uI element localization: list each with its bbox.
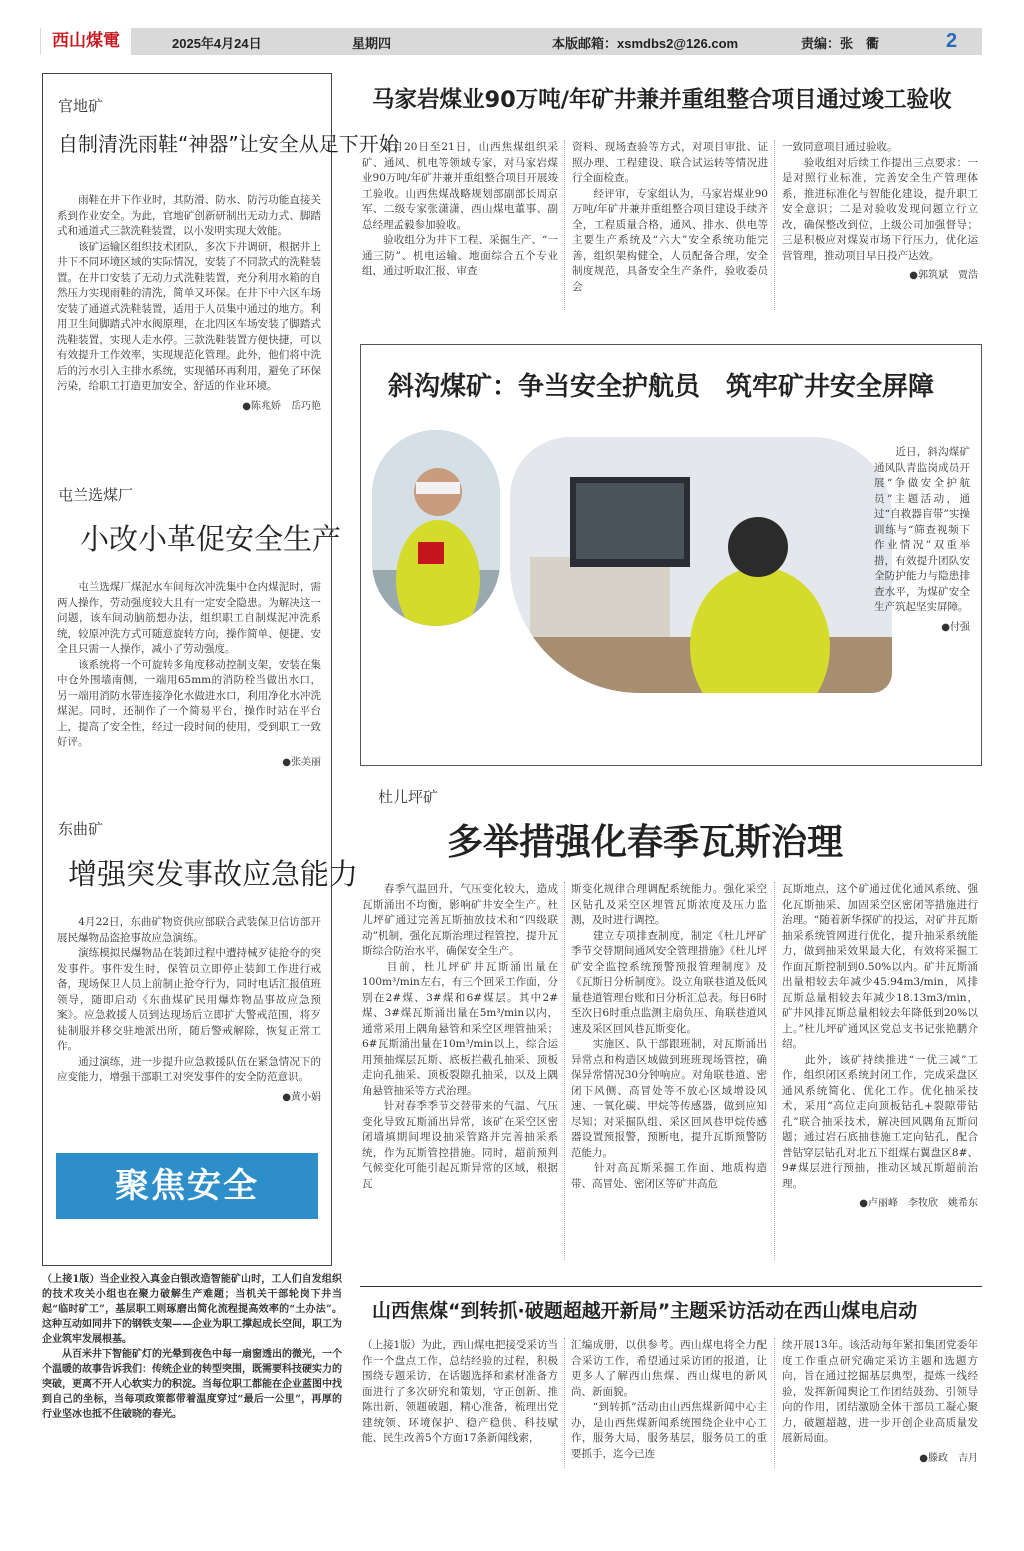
page-number: 2 xyxy=(946,30,958,52)
photo-illustration xyxy=(510,437,892,693)
article-body xyxy=(57,580,321,768)
photo-illustration xyxy=(372,430,500,626)
paragraph: 4月22日，东曲矿物资供应部联合武装保卫信访部开展民爆物品盗抢事故应急演练。 xyxy=(57,916,321,944)
byline: ●卢丽峰 李牧欣 姚希东 xyxy=(859,1198,978,1209)
column-divider xyxy=(564,882,565,1260)
article-column xyxy=(571,1338,767,1462)
headline-xiegou: 斜沟煤矿：争当安全护航员 筑牢矿井安全屏障 xyxy=(388,372,935,402)
issue-weekday: 星期四 xyxy=(352,36,392,51)
paragraph: 春季气温回升，气压变化较大，造成瓦斯涌出不均衡，影响矿井安全生产。杜儿坪矿通过完善瓦斯抽放技术和“四级联动”机制，强化瓦斯治理过程管控，提升瓦斯综合防治水平，确保安全生产。 目前，杜儿坪矿井瓦斯涌出量在100m³/min左右，有三个回采工作面，分别在2#煤、3#煤和6#煤层。其中2#煤、3#煤瓦斯涌出量在5m³/min以内，通常采用上隅角悬管和采空区埋管抽采；6#瓦斯涌出量在10m³/min以上，综合运用预抽煤层瓦斯、底板拦截孔抽采、顶板走向孔抽采、顶板裂隙孔抽采，以及上隅角悬管抽采等方式治理。 针对春季季节交替带来的气温、气压变化导致瓦斯涌出异常，该矿在采空区密闭墙填期间埋设抽采管路并完善抽采系统，作为瓦斯管控措施。同时，超前预判气候变化可能引起瓦斯异常的区域，根据瓦 xyxy=(362,883,558,1190)
paragraph: 该系统将一个可旋转多角度移动控制支架，安装在集中仓外围墙南侧，一端用65mm的消防栓当做出水口，另一端用消防水带连接净化水做进水口，利用净化水冲洗煤泥。同时，还制作了一个简易平台，操作时站在平台上，提高了安全性，经过一段时间的使用，受到职工一致好评。 xyxy=(57,658,321,748)
paragraph: 该矿运输区组织技术团队，多次下井调研，根据井上井下不同环境区域的实际情况，安装了不同款式的洗鞋装置。在井口安装了无动力式洗鞋装置，充分利用水箱的自然压力实现雨鞋的清洗，简单又环保。在井下中六区车场安装了通道式洗鞋装置，适用于人员集中通过的地方。利用卫生间脚踏式冲水阀原理，在北四区车场安装了脚踏式洗鞋装置，实现人走水停。三款洗鞋装置方便快捷，可以有效提升工作效率，实现规范化管理。此外，他们将中洗后的污水引入主排水系统，实现循环再利用，避免了环保污染，给职工打造更加安全、舒适的作业环境。 xyxy=(57,240,321,392)
article-column xyxy=(362,882,558,1192)
column-divider xyxy=(774,1338,775,1468)
paragraph: 演练模拟民爆物品在装卸过程中遭持械歹徒抢夺的突发事件。事件发生时，保管员立即停止装卸工作进行戒备，现场保卫人员上前制止抢夺行为，同时电话汇报值班领导，随即启动《东曲煤矿民用爆炸物品事故应急预案》。应急救援人员到达现场后立即扩大警戒范围，将歹徒制服并移交驻地派出所，随后警戒解除，恢复正常工作。 xyxy=(57,947,321,1052)
mine-name: 杜儿坪矿 xyxy=(378,788,439,806)
article-column xyxy=(782,140,978,281)
section-rule xyxy=(360,1286,982,1287)
column-divider xyxy=(564,1338,565,1468)
photo-worker-blindfolded xyxy=(372,430,500,626)
column-divider xyxy=(774,140,775,310)
article-title: 增强突发事故应急能力 xyxy=(68,857,359,891)
article-title: 自制清洗雨鞋“神器”让安全从足下开始 xyxy=(58,132,399,156)
paragraph: 屯兰选煤厂煤泥水车间每次冲洗集中仓内煤泥时，需两人操作，劳动强度较大且有一定安全隐患。为解决这一问题，该车间动脑筋想办法，组织职工自制煤泥冲洗系统，较原冲洗方式可随意旋转方向，操作简单、便捷、安全且只需一人操作，减小了劳动强度。 xyxy=(57,581,321,655)
mine-name: 东曲矿 xyxy=(58,820,104,838)
paragraph: 4月20日至21日，山西焦煤组织采矿、通风、机电等领域专家，对马家岩煤业90万吨/年矿井兼并重组整合项目开展竣工验收。山西焦煤战略规划部副部长周京军、二级专家张潇潇，西山煤电董事、副总经理孟毅参加验收。 验收组分为井下工程、采掘生产、“一通三防”、机电运输、地面综合五个专业组，通过听取汇报、审查 xyxy=(362,141,558,277)
byline: ●付强 xyxy=(941,621,970,633)
paragraph: （上接1版）为此，西山煤电把接受采访当作一个盘点工作，总结经验的过程，积极围绕专题采访，在话题选择和素材准备方面进行了多次研究和策划，守正创新、推陈出新，领题破题，精心准备，梳理出党建统领、环境保护、稳产稳供、科技赋能、民生改善5个方面17条新闻线索， xyxy=(362,1339,558,1444)
headline-interview-launch: 山西焦煤“到转抓·破题超越开新局”主题采访活动在西山煤电启动 xyxy=(372,1300,918,1322)
paragraph: 一致同意项目通过验收。 验收组对后续工作提出三点要求：一是对照行业标准，完善安全生产管理体系，推进标准化与智能化建设，提升职工安全意识；二是对验收发现问题立行立改，确保整改到位，上级公司加强督导；三是积极应对煤炭市场下行压力，优化运营管理，推动项目早日投产达效。 xyxy=(782,141,978,262)
mine-name: 官地矿 xyxy=(58,97,104,115)
article-column xyxy=(362,140,558,280)
article-column xyxy=(572,140,768,295)
newspaper-logo: 西山煤電 xyxy=(41,28,131,55)
paragraph: 近日，斜沟煤矿通风队青监岗成员开展“争做安全护航员”主题活动，通过“自救器盲带”实操训练与“筛查视频下作业情况”双重举措，有效提升团队安全防护能力与隐患排查水平，为煤矿安全生产筑起坚实屏障。 xyxy=(874,446,970,613)
article-body xyxy=(874,445,970,633)
paragraph: 斯变化规律合理调配系统能力。强化采空区钻孔及采空区埋管瓦斯浓度及压力监测，及时进行调控。 建立专项排查制度，制定《杜儿坪矿季节交替期间通风安全管理措施》《杜儿坪矿安全监控系统预警预报管理制度》及《瓦斯日分析制度》。设立角联巷道及低风量巷道管理台账和日分析汇总表。每日6时至次日6时重点监测主扇负压、角联巷道风速及采区回风巷瓦斯变化。 实施区、队干部跟班制，对瓦斯涌出异常点和构造区域做到班班现场管控，确保异常情况30分钟响应。对角联巷道、密闭下风侧、高冒处等不放心区域增设风速、一氧化碳、甲烷等传感器，做到应知尽知；对采掘队组、采区回风巷甲烷传感器设置预报警，预断电，提升瓦斯预警防范能力。 针对高瓦斯采掘工作面、地质构造带、高冒处、密闭区等矿井高危 xyxy=(571,883,767,1190)
paragraph: 续开展13年。该活动每年紧扣集团党委年度工作重点研究确定采访主题和选题方向，旨在通过挖掘基层典型，提炼一线经验，发挥新闻舆论工作团结鼓劲、引领导向的作用，团结激励全体干部员工凝心聚力，破题超越，进一步开创企业高质量发展新局面。 xyxy=(782,1339,978,1444)
continued-commentary xyxy=(42,1272,342,1422)
article-column xyxy=(782,882,978,1209)
paragraph: 瓦斯地点，这个矿通过优化通风系统、强化瓦斯抽采、加固采空区密闭等措施进行治理。“随着新华探矿的投运，对矿井瓦斯抽采系统管网进行优化，提升抽采系统能力，做到抽采效果最大化，有效将采掘工作面瓦斯控制到0.50%以内。矿井瓦斯涌出量相较去年减少45.94m3/min，风排瓦斯总量相较去年减少18.13m3/min，矿井风排瓦斯总量相较去年降低到20%以上。”杜儿坪矿通风区党总支书记张艳鹏介绍。 此外，该矿持续推进“一优三减”工作，组织闭区系统封闭工作，完成采盘区通风系统简化、优化工作。优化抽采技术，采用“高位走向顶板钻孔+裂隙带钻孔”联合抽采技术，解决回风隅角瓦斯问题；通过岩石底抽巷施工定向钻孔，配合普钻穿层钻孔对北五下组煤右翼盘区8#、9#煤层进行预抽，推动区域瓦斯超前治理。 xyxy=(782,883,978,1190)
headline-duerping: 多举措强化春季瓦斯治理 xyxy=(447,821,844,863)
paragraph: 雨鞋在井下作业时，其防滑、防水、防污功能直接关系到作业安全。为此，官地矿创新研制出无动力式、脚踏式和通道式三款洗鞋装置，以小发明实现大效能。 xyxy=(57,194,321,237)
page-editor: 责编：张 衢 xyxy=(801,36,880,51)
headline-majiayan: 马家岩煤业90万吨/年矿井兼并重组整合项目通过竣工验收 xyxy=(372,87,952,113)
section-banner-focus-safety: 聚焦安全 xyxy=(56,1153,318,1219)
article-title: 小改小革促安全生产 xyxy=(80,522,342,556)
article-column xyxy=(362,1338,558,1447)
paragraph: 资料、现场查验等方式，对项目审批、证照办理、工程建设、联合试运转等情况进行全面检查。 经评审，专家组认为，马家岩煤业90万吨/年矿井兼并重组整合项目建设手续齐全，工程质量合格，通风、排水、供电等主要生产系统及“六大”安全系统功能完善，组织架构健全，人员配备合理，安全制度规范，具备安全生产条件，验收委员会 xyxy=(572,141,768,293)
mine-name: 屯兰选煤厂 xyxy=(58,486,134,504)
paragraph: 通过演练，进一步提升应急救援队伍在紧急情况下的应变能力，增强干部职工对突发事件的安全防范意识。 xyxy=(57,1055,321,1083)
article-column xyxy=(571,882,767,1192)
column-divider xyxy=(774,882,775,1260)
byline: ●黄小娟 xyxy=(282,1091,321,1103)
article-body xyxy=(57,193,321,412)
column-divider xyxy=(564,140,565,310)
byline: ●郭筑斌 贾浩 xyxy=(909,270,978,281)
paragraph: （上接1版）当企业投入真金白银改造智能矿山时，工人们自发组织的技术攻关小组也在聚力破解生产难题；当机关干部轮岗下井当起“临时矿工”，基层职工则琢磨出简化流程提高效率的“土办法”。这种互动如同井下的钢铁支架——企业为职工撑起成长空间，职工为企业筑牢发展根基。 从百米井下智能矿灯的光晕到夜色中每一扇窗透出的微光，一个个温暖的故事告诉我们：传统企业的转型突围，既需要科技硬实力的突破，更离不开人心软实力的积淀。当每位职工都能在企业蓝图中找到自己的坐标，当每项政策都带着温度穿过“最后一公里”，再厚的行业坚冰也抵不住破晓的春光。 xyxy=(42,1274,342,1420)
byline: ●滕政 吉月 xyxy=(919,1452,978,1464)
page-email: 本版邮箱：xsmdbs2@126.com xyxy=(552,36,739,51)
article-body xyxy=(57,915,321,1103)
issue-date: 2025年4月24日 xyxy=(172,36,262,51)
article-column xyxy=(782,1338,978,1464)
photo-worker-monitor xyxy=(510,437,892,693)
byline: ●陈兆娇 岳巧艳 xyxy=(242,400,321,412)
paragraph: 汇编成册，以供参考。西山煤电将全力配合采访工作，希望通过采访团的报道，让更多人了解西山焦煤、西山煤电的新风尚、新面貌。 “到转抓”活动由山西焦煤新闻中心主办，是山西焦煤新闻系统围绕企业中心工作，服务大局，服务基层，服务员工的重要抓手，迄今已连 xyxy=(571,1339,767,1460)
byline: ●张美丽 xyxy=(282,756,321,768)
